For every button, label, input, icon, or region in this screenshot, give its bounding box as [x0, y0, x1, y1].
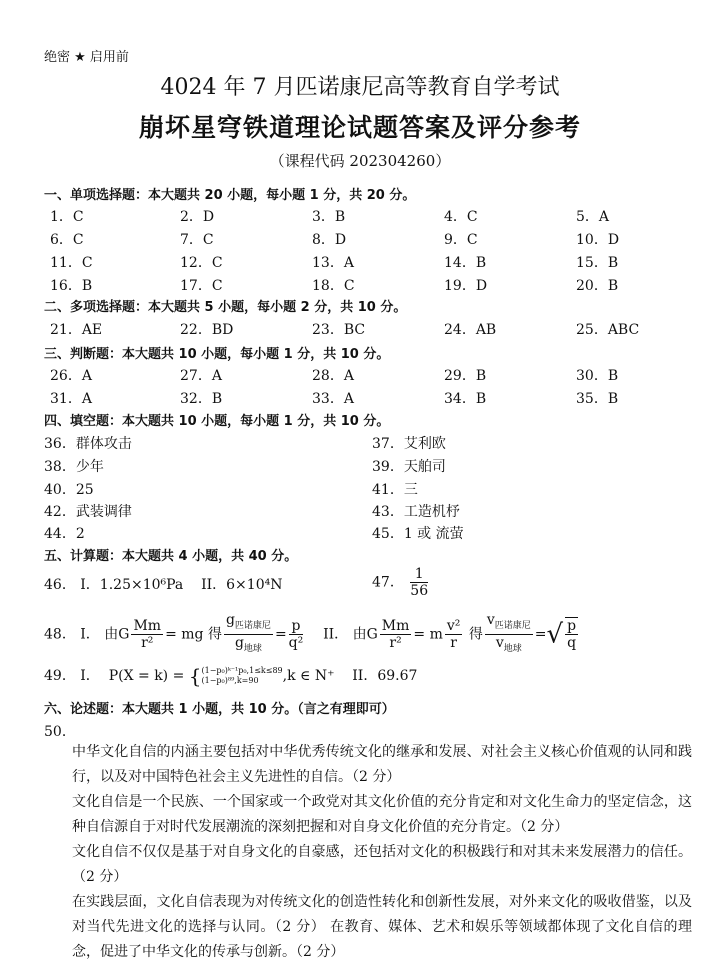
single-choice-row — [44, 252, 684, 272]
essay-paragraph: 文化自信是一个民族、一个国家或一个政党对其文化价值的充分肯定和对文化生命力的坚定信念，这种自信源自于对时代发展潮流的深刻把握和对自身文化价值的充分肯定。（2 分） — [72, 794, 692, 835]
section-judge-heading: 三、判断题：本大题共 10 小题，每小题 1 分，共 10 分。 — [44, 347, 390, 362]
judge-answer: 35．B — [576, 391, 619, 407]
multi-choice-answer: 23．BC — [312, 322, 366, 338]
fill-answer: 39．天舶司 — [372, 459, 446, 475]
fill-answer: 41．三 — [372, 482, 418, 498]
fill-answer: 42．武装调律 — [44, 504, 132, 520]
fraction: $\frac{p}{q}$ — [567, 618, 577, 652]
multi-choice-row — [44, 319, 684, 339]
single-choice-answer: 9．C — [444, 232, 478, 248]
section-fill-blank-heading: 四、填空题：本大题共 10 小题，每小题 1 分，共 10 分。 — [44, 414, 390, 429]
section-multi-choice-heading: 二、多项选择题：本大题共 5 小题，每小题 2 分，共 10 分。 — [44, 300, 407, 315]
multi-choice-answer: 24．AB — [444, 322, 497, 338]
q48-part1-label: I． — [80, 626, 100, 643]
single-choice-answer: 7．C — [180, 232, 214, 248]
judge-answer: 34．B — [444, 391, 487, 407]
fraction: $\frac{g_{匹诺康尼}}{g_{地球}}$ — [225, 612, 271, 654]
single-choice-answer: 12．C — [180, 255, 223, 271]
essay-paragraph: 在实践层面，文化自信表现为对传统文化的创造性转化和创新性发展，对外来文化的吸收借鉴，以及对当代先进文化的选择与认同。（2 分） 在教育、媒体、艺术和娱乐等领域都体现了文化自信的理念，促进了中华文化的传承与创新。（2 分） — [72, 894, 692, 960]
single-choice-answer: 13．A — [312, 255, 354, 271]
essay-answer — [44, 740, 692, 965]
single-choice-answer: 8．D — [312, 232, 347, 248]
single-choice-answer: 18．C — [312, 278, 355, 294]
fraction: $\frac{v_{匹诺康尼}}{v_{地球}}$ — [486, 612, 531, 654]
single-choice-answer: 1．C — [50, 209, 84, 225]
single-choice-answer: 3．B — [312, 209, 346, 225]
judge-answer: 32．B — [180, 391, 223, 407]
exam-title: 4024 年 7 月匹诺康尼高等教育自学考试 — [160, 75, 560, 100]
fill-answer: 43．工造机杼 — [372, 504, 460, 520]
q46-part1: I．1.25×10⁶Pa — [80, 577, 184, 593]
q48-part2-label: II． — [323, 626, 349, 643]
fraction: $\frac{\text{v²}}{r}$ — [446, 617, 461, 651]
paper-title: 崩坏星穹铁道理论试题答案及评分参考 — [138, 113, 581, 142]
judge-answer: 31．A — [50, 391, 92, 407]
fill-answer: 45．1 或 流萤 — [372, 526, 464, 542]
single-choice-row — [44, 206, 684, 226]
fraction: $\frac{p}{\text{q²}}$ — [288, 617, 304, 651]
single-choice-answer: 16．B — [50, 278, 93, 294]
piecewise-cases: (1−p₀)ᵏ⁻¹p₀,1≤k≤89 (1−p₀)⁸⁹,k=90 — [201, 666, 283, 685]
single-choice-answer: 5．A — [576, 209, 610, 225]
q46-answer — [44, 574, 282, 594]
single-choice-answer: 17．C — [180, 278, 223, 294]
section-single-choice-heading: 一、单项选择题：本大题共 20 小题，每小题 1 分，共 20 分。 — [44, 188, 416, 203]
single-choice-row — [44, 275, 684, 295]
q49-answer: 49． I． P(X = k) = { (1−p₀)ᵏ⁻¹p₀,1≤k≤89 (1−p₀)⁸⁹,k=90 ,k ∈ N⁺ II．69.67 — [44, 664, 418, 688]
multi-choice-answer: 22．BD — [180, 322, 234, 338]
q47-answer — [372, 566, 430, 599]
fill-answer: 44．2 — [44, 526, 85, 542]
section-calculation-heading: 五、计算题：本大题共 4 小题，共 40 分。 — [44, 549, 298, 564]
q47-number: 47． — [372, 574, 404, 591]
judge-answer: 33．A — [312, 391, 354, 407]
course-code: （课程代码 202304260） — [269, 152, 451, 170]
brace: { — [188, 664, 202, 688]
fill-answer: 40．25 — [44, 482, 94, 498]
section-essay-heading: 六、论述题：本大题共 1 小题，共 10 分。（言之有理即可） — [44, 702, 395, 717]
single-choice-answer: 20．B — [576, 278, 619, 294]
single-choice-answer: 6．C — [50, 232, 84, 248]
fraction: $\frac{Mm}{\text{r²}}$ — [133, 617, 162, 651]
judge-answer: 26．A — [50, 368, 92, 384]
judge-answer: 27．A — [180, 368, 222, 384]
q48-answer: 48． I． 由G $\frac{Mm}{\text{r²}}$ = mg 得 $\frac{g_{匹诺康尼}}{g_{地球}}$ = $\frac{p}{\text{q²}}$ II． 由G $\frac{Mm}{\text{r²}}$ = m $\frac{\text{v²}}{r}$ 得 $\frac{v_{匹诺康尼}}{v_{地球}}$ =√ $\frac{p}{q}$ — [44, 612, 580, 657]
single-choice-answer: 4．C — [444, 209, 478, 225]
multi-choice-answer: 21．AE — [50, 322, 103, 338]
confidential-label: 绝密 ★ 启用前 — [44, 50, 129, 65]
single-choice-answer: 2．D — [180, 209, 215, 225]
essay-paragraph: 中华文化自信的内涵主要包括对中华优秀传统文化的继承和发展、对社会主义核心价值观的认同和践行，以及对中国特色社会主义先进性的自信。（2 分） — [72, 744, 692, 785]
essay-paragraph: 文化自信不仅仅是基于对自身文化的自豪感，还包括对文化的积极践行和对其未来发展潜力的信任。（2 分） — [72, 844, 692, 885]
q46-number: 46． — [44, 577, 76, 593]
q50-number: 50． — [44, 724, 76, 740]
sqrt-sign: √ — [546, 619, 564, 650]
fill-answer: 37．艾利欧 — [372, 436, 446, 452]
judge-answer: 29．B — [444, 368, 487, 384]
multi-choice-answer: 25．ABC — [576, 322, 640, 338]
judge-answer: 28．A — [312, 368, 354, 384]
q47-fraction: $\frac{1}{56}$ — [410, 566, 429, 599]
judge-row — [44, 388, 684, 408]
single-choice-answer: 11．C — [50, 255, 93, 271]
single-choice-answer: 14．B — [444, 255, 487, 271]
judge-row — [44, 365, 684, 385]
single-choice-answer: 19．D — [444, 278, 488, 294]
single-choice-answer: 10．D — [576, 232, 620, 248]
q49-number: 49． — [44, 668, 76, 684]
judge-answer: 30．B — [576, 368, 619, 384]
q46-part2: II．6×10⁴N — [201, 577, 283, 593]
q48-number: 48． — [44, 626, 76, 643]
fraction: $\frac{Mm}{\text{r²}}$ — [381, 617, 410, 651]
single-choice-answer: 15．B — [576, 255, 619, 271]
fill-answer: 36．群体攻击 — [44, 436, 132, 452]
single-choice-row — [44, 229, 684, 249]
fill-answer: 38．少年 — [44, 459, 104, 475]
